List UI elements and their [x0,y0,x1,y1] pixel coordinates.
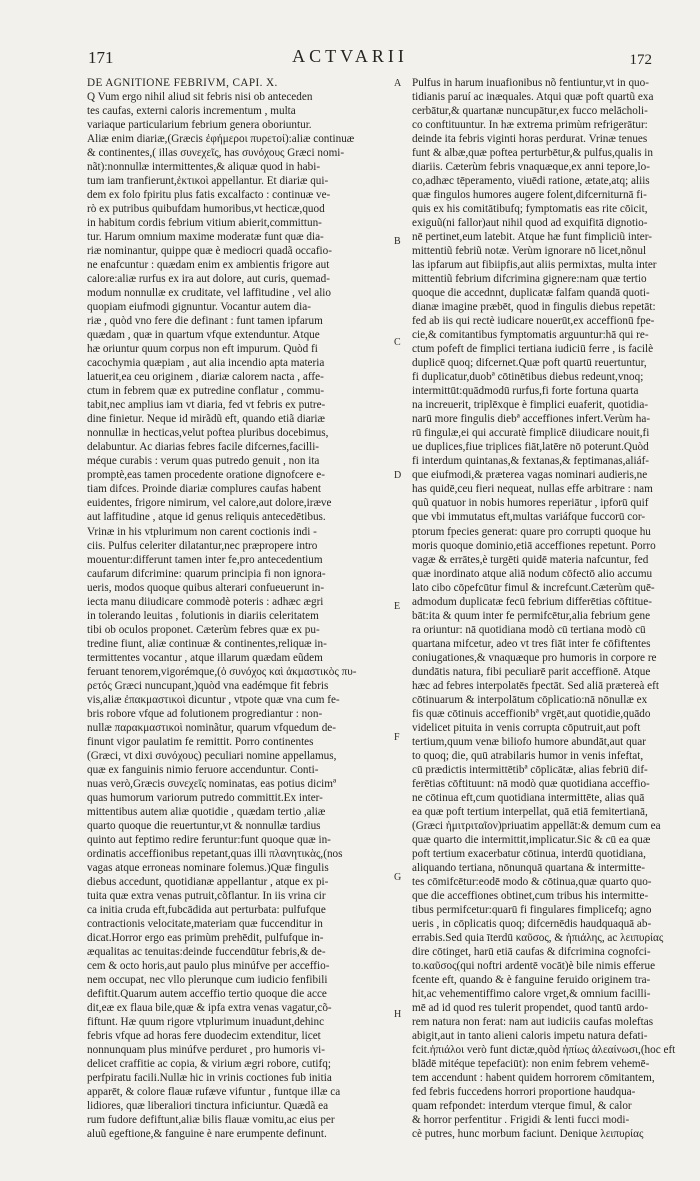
left-column-line: variaque particularium febrium genera oboriuntur. [87,119,312,132]
right-column-line: poft tertium exacerbatur cōtinua, interdū quotidiana, [412,847,646,860]
left-column-line: ordinatis acceffionibus repetant,quas illi πλανητικὰς,(nos [87,847,343,860]
right-column-line: tertium,quum venæ biliofo humore abundāt,aut quar [412,735,646,748]
left-column-line: tibi ob oculos proponet. Cæterùm febres quæ ex pu- [87,623,320,636]
right-column-line: quæ inordinato atque aliā nodum cōfectō alio accumu [412,567,653,580]
left-column-line: contractionis velocitate,materiam quæ fuccenditur in [87,917,323,930]
right-column-line: fi interdum quintanas,& fextanas,& feptimanas,aliáf- [412,455,650,468]
right-column-line: blādē mitéque tepefaciūt): non enim febrem vehemē- [412,1058,650,1071]
folio-left: 171 [88,48,114,67]
right-column-line: cerbātur,& quartanæ nuncupātur,ex fucco melācholi- [412,105,648,118]
right-column-line: bāt:ita & quum inter fe permifcētur,alia febrium gene [412,609,651,622]
left-column-line: quarto quoque die reuertuntur,vt & nonnullæ tardius [87,819,321,832]
left-column-line: feruant tenorem,vigorémque,(ὁ συνόχος καὶ ἀκμαστικὸς πυ- [87,665,357,678]
right-column-line: ue duplices,fiue triplices fiāt,latēre nō poterunt.Quòd [412,441,649,454]
left-column-line: latuerit,ea ceu originem , diariæ calorem nacta , affe- [87,371,324,384]
right-column-line: hæc ad febres interpolatēs fpectāt. Sed aliā prætereà eft [412,679,659,692]
right-column-line: admodum duplicatæ fecū febrium differētias cōftitue- [412,595,652,608]
left-column-line: finunt vigor paulatim fe remittit. Porro continentes [87,735,314,748]
right-column-line: lato cibo cōpefcūtur fimul & increfcunt.Cæterùm quē- [412,581,655,594]
right-column-line: tem accendunt : habent quidem horrorem cōmitantem, [412,1072,655,1085]
right-column-line: dianæ imagine præbēt, quod in fingulis diebus repetāt: [412,301,656,314]
right-column-line: deinde ita febris viginti horas perdurat. Vrinæ tenues [412,133,648,146]
right-column-line: quoque die accednnt, duplicatæ falfam quandā quoti- [412,287,650,300]
right-column-line: aliquando tertiana, nōnunquā quartana & intermitte- [412,861,645,874]
margin-letter-h: H [394,1009,402,1020]
right-column-line: videlicet pituita in venis corrupta cōputruit,aut poft [412,721,641,734]
right-column-line: quartana mifcetur, adeo vt tres fiāt inter fe cōfiftentes [412,637,651,650]
right-text-column [412,76,676,1141]
left-column-line: promptè,eas tamen procedente oratione dignofcere e- [87,469,325,482]
right-column-line: ptorum fpecies generat: quare pro corrupti quoque hu [412,525,651,538]
right-column-line: vagæ & errātes,è turgēti quidē materia nafcuntur, fed [412,553,649,566]
left-column-line: nuas verò,Græcis συνεχεῖς nominatas, eas potius dicimª [87,777,337,790]
right-column-line: cè putres, hunc morbum faciunt. Denique λειπυρίας [412,1128,644,1141]
left-column-line: ca initia cruda eft,fubcādida aut perturbata: pulfufque [87,903,326,916]
left-column-line: & continentes,( illas συνεχεῖς, has συνόχους Græci nomi- [87,147,345,160]
left-column-line: perfpiratu facili.Nullæ hic in vrinis coctiones fub initia [87,1072,332,1085]
right-column-line: mittentiũ febrium difcrimina gignere:nam quæ tertio [412,273,647,286]
page-header [0,42,700,72]
right-column-line: to quoq; die, quū atrabilaris humor in venis infeftat, [412,749,644,762]
right-column-line: fcit.ἠπιάλοι verò funt dictæ,quòd ἠπίως ἀλεαίνωσι,(hoc eft [412,1044,676,1057]
right-column-line: ferētias cōftituunt: nā modò quæ quotidiana acceffio- [412,777,650,790]
left-column-line: diebus accedunt, quotidianæ appellantur , atque ex pi- [87,875,329,888]
left-column-line: ρετός Græci nuncupant,)quòd vna eadémque fit febris [87,679,329,692]
margin-letter-c: C [394,337,401,348]
right-column-line: co,adhæc tēperamento, viuēdi ratione, ætate,atq; aliis [412,175,650,188]
right-column-line: narū more fingulis diebª acceffiones infert.Verùm ha- [412,413,651,426]
right-column-line: quũ quatuor in nobis humores reperiātur , ipforū quif [412,497,649,510]
left-column-line: rum fudore defiftunt,aliæ bilis flauæ vomitu,ac eius per [87,1114,335,1127]
right-column-line: duplicē quoq; difcernet.Quæ poft quartū reuertuntur, [412,357,647,370]
right-column-line: dundātis natura, fibi peculiarē parit acceffionē. Atque [412,665,651,678]
left-column-line: tum iam tranfierunt,ἑκτικοὶ appellantur. Et diariæ qui- [87,175,329,188]
right-column-line: moris quoque dominio,etiā acceffiones repetunt. Porro [412,539,656,552]
left-column-line: riæ , quòd vno fere die definant : funt tamen ipfarum [87,315,323,328]
left-column-line: nem occupat, nec vllo plerunque cum iudicio fenfibili [87,974,328,986]
left-column-line: cacochymia quæpiam , aut alia incendio apta materia [87,357,325,370]
right-column-line: quam refpondet: interdum vterque fimul, & calor [412,1100,632,1113]
right-column-line: intermittūt:quādmodū rurfus,fi forte fortuna quarta [412,385,639,398]
right-column-line: Pulfus in harum inuafionibus nõ fentiuntur,vt in quo- [412,77,649,89]
left-column-line: DE AGNITIONE FEBRIVM, CAPI. X. [87,77,278,89]
left-column-line: ne enafcuntur : quædam enim ex ambientis frigore aut [87,259,330,272]
left-column-line: hæ oriuntur quum corpus non eft impurum. Quòd fi [87,343,318,356]
right-column-line: cie,& comitantibus fymptomatis arguuntur:hā qui re- [412,329,649,342]
right-column-line: que vbi immutatus eft,multas variáfque fuccorū cor- [412,511,646,524]
right-column-line: abigit,aut in tanto alieni caloris impetu natura defati- [412,1030,648,1043]
right-column-line: ueris , in cōplicatis quoq; difcernēdis haudquaquā ab- [412,917,652,930]
right-column-line: errabis.Sed quia īterdū καῦσος, & ἠπιάλης, ac λειπυρίας [412,931,664,944]
left-column-line: rò ex putribus quibufdam humoribus,vt hecticæ,quod [87,203,325,216]
folio-right: 172 [629,52,652,68]
left-column-line: vagas atque erroneas nominare folemus.)Quæ fingulis [87,861,329,874]
right-column-line: fcente eft, quando & è fanguine feruido originem tra- [412,974,651,986]
right-column-line: exiguũ(ni fallor)aut nihil quod ad exquifitā dignotio- [412,217,648,230]
right-column-line: rem natura non ferat: nam aut iudiciis caufas moleftas [412,1016,654,1029]
left-column-line: vis,aliæ ἐπακμαστικοὶ dicuntur , vtpote quæ vna cum fe- [87,693,340,706]
left-column-line: dine finietur. Neque id mirãdũ eft, quando etiã diariæ [87,413,325,426]
left-column-line: febris vfque ad horas fere duodecim extenditur, licet [87,1030,321,1043]
running-head: ACTVARII [292,46,408,66]
right-column-line: hit,ac vehementiffimo calore vrget,& omnium facilli- [412,988,651,1001]
right-column-line: fed ab iis qui rectè iudicare nouerūt,ex acceffionū fpe- [412,315,655,328]
left-column-line: iecta manu diiudicare commodè poteris : adhæc ægri [87,595,324,608]
left-column-line: (Græci, vt dixi συνόχους) peculiari nomine appellamus, [87,749,337,762]
right-column-line: tibus permifcetur:quarū fi fingulares fimplicefq; agno [412,903,652,916]
left-column-line: ueris, modos quoque quibus alterari confueuerunt in- [87,581,325,594]
right-column-line: que eiufmodi,& præterea vagas nominari audieris,ne [412,469,648,482]
margin-letter-g: G [394,872,402,883]
right-column-line: las ipfarum aut fibiipfis,aut aliis permixtas, multa inter [412,259,657,272]
margin-letter-d: D [394,470,402,481]
left-column-line: bris robore vfque ad folutionem progrediantur : non- [87,707,323,720]
margin-letter-a: A [394,78,402,89]
left-column-line: mouentur:differunt tamen inter fe,pro antecedentium [87,553,323,566]
margin-letter-b: B [394,236,401,247]
left-column-line: riæ nominantur, quippe quæ è mediocri quadã occafio- [87,245,332,258]
right-column-line: quæ quarto die intermittit,implicatur.Sic & cū ea quæ [412,833,651,846]
left-column-line: nãt):nonnullæ intermittentes,& aliquæ quod in habi- [87,161,321,174]
right-column-line: fed febris fuccedens horrori proportione haudqua- [412,1086,636,1099]
left-column-line: dicat.Horror ergo eas primùm prehēdit, pulfufque in- [87,931,324,944]
left-column-line: dit,eæ ex flaua bile,quæ & ipfa extra venas vagatur,cõ- [87,1002,332,1015]
left-column-line: dem ex folo fpiritu plus fatis excalfacto : continuæ ve- [87,189,331,202]
left-column-line: tredine fiunt, aliæ continuæ & continentes,reliquæ in- [87,637,327,650]
left-column-line: aluũ egeftione,& fanguine è nare erumpente definunt. [87,1128,327,1141]
left-column-line: aut laffitudine , atque id genus reliquis antecedētibus. [87,511,326,524]
right-column-line: tes cōmifcētur:eodē modo & cōtinua,quæ quarto quo- [412,875,652,888]
left-column-line: Q Vum ergo nihil aliud sit febris nisi ob anteceden [87,91,313,104]
right-column-line: fi duplicatur,duobª cōtinētibus diebus redeunt,vnoq; [412,371,644,384]
margin-letter-f: F [394,732,400,743]
left-column-line: delabuntur. Ac diarias febres facile difcernes,facilli- [87,441,320,454]
left-column-line: quæ ex fanguinis nimio feruore accenduntur. Conti- [87,763,319,776]
left-column-line: ctum in febrem quæ ex putredine conflatur , commu- [87,385,325,398]
left-column-line: nonnullæ in hecticas,velut poftea pluribus docebimus, [87,427,329,440]
left-column-line: defiftit.Quarum autem acceffio tertio quoque die acce [87,988,327,1001]
left-column-line: euidentes, frigore nimirum, vel calore,aut dolore,iræve [87,497,332,510]
right-column-line: nē pertinet,eum latebit. Atque hæ funt fimpliciũ inter- [412,231,652,244]
left-column-line: lidiores, quæ liberaliori tinctura inficiuntur. Quædã ea [87,1100,329,1113]
left-column-line: caufarum difcrimine: quarum principia fi non ignora- [87,567,326,580]
left-column-line: delicet craffitie ac copia, & virium ægri robore, cutifq; [87,1058,331,1071]
left-column-line: in tolerando leuitas , folutionis in diariis celeritatem [87,609,319,622]
right-column-line: ne cōtinua eft,cum quotidiana intermittēte, alias quā [412,791,645,804]
right-column-line: has quidē,ceu fieri nequeat, nullas effe arbitrare : nam [412,483,653,496]
right-column-line: tidianis paruí ac inæquales. Atqui quæ poft quartũ exa [412,91,654,104]
right-column-line: quis ex his comitātibufq; fymptomatis eas rite cōicit, [412,203,648,216]
left-column-line: nonnunquam plus minúfve perduret , pro humoris vi- [87,1044,326,1057]
left-text-column [87,76,387,1141]
right-column-line: mittentiũ febriũ notæ. Verùm ignorare nō licet,nõnul [412,245,647,258]
left-column-line: quas humorum variorum putredo committit.Ex inter- [87,791,323,804]
right-column-line: mē ad id quod res tulerit propendet, quod tantū ardo- [412,1002,649,1015]
left-column-line: termittentes vocantur , atque illarum quædam eũdem [87,651,323,664]
right-column-line: que die acceffiones obtinet,cum tribus his intermitte- [412,889,649,902]
left-column-line: mittentibus autem aliæ quotidie , quædam tertio ,aliæ [87,805,326,818]
right-column-line: coniugationes,& vnaquæque pro humoris in corpore re [412,651,657,664]
right-column-line: dire cōtinget, harū etiā caufas & difcrimina cognofci- [412,945,651,958]
margin-letter-e: E [394,601,401,612]
right-column-line: to.καῦσος(qui noftri ardentē vocāt)è bile nimis efferue [412,959,656,972]
left-column-line: Vrinæ in his vtplurimum non carent coctionis indi - [87,525,317,538]
left-column-line: ciis. Pulfus celeriter dilatantur,nec præpropere intro [87,539,318,552]
right-column-line: ctum pofeft de fimplici tertiana iudiciū ferre , is facilè [412,343,654,356]
left-column-line: tiam difces. Proinde diariæ complures caufas habent [87,483,321,496]
left-column-line: calore:aliæ rurfus ex ira aut dolore, aut curis, quemad- [87,273,330,286]
left-column-line: cem & octo horis,aut paulo plus minúfve per acceffio- [87,959,330,972]
left-column-line: méque curabis : verum quas putredo genuit , non ita [87,455,320,468]
right-column-line: co conftituuntur. In hæ extrema primùm refrigerātur: [412,119,648,132]
right-column-line: rū fingulæ,ei qui accuratè fimplicē diiudicare nouit,fi [412,427,650,440]
right-column-line: & horror perfentitur . Frigidi & lenti fucci modi- [412,1114,630,1127]
right-column-line: ra oriuntur: nā quotidiana modò cū tertiana modò cū [412,623,646,636]
right-column-line: na increuerit, triplēxque è fimplici euaferit, quotidia- [412,399,649,412]
left-column-line: Aliæ enim diariæ,(Græcis ἐφήμεροι πυρετοί):aliæ continuæ [87,133,355,146]
left-column-line: fiftunt. Hæ quum rigore vtplurimum inuadunt,dehinc [87,1016,325,1029]
right-column-line: ea quæ poft tertium interpellat, quā etiā femitertianā, [412,805,648,818]
right-column-line: fis quæ cōtinuis acceffionibª vrgēt,aut quotidie,quādo [412,707,651,720]
left-column-line: tabit,nec amplius iam vt diaria, fed vt febris ex putre- [87,399,326,412]
right-column-line: cū prædictis intermittētibª cōplicātæ, alias febriū dif- [412,763,648,776]
left-column-line: quinto aut feptimo redire feruntur:funt quoque quæ in- [87,833,331,846]
right-column-line: cōtinuarum & interpolātum cōplicatio:nā nōnullæ ex [412,693,648,706]
right-column-line: diariis. Cæterùm febris vnaquæque,ex anni tepore,lo- [412,161,650,174]
left-column-line: quædam , quæ in quartum vfque extenduntur. Atque [87,329,320,342]
left-column-line: modum nonnullæ ex cruditate, vel laffitudine , vel alio [87,287,331,300]
right-column-line: funt & albæ,quæ poftea perturbētur,& pulfus,qualis in [412,147,653,160]
left-column-line: quopiam eiufmodi gignuntur. Vocantur autem dia- [87,301,311,314]
left-column-line: tes caufas, externi caloris incrementum , multa [87,105,296,118]
right-column-line: quæ fingulos humores augere folent,difcerniturnā fi- [412,189,647,202]
right-column-line: (Græci ἡμιτριταῖον)priuatim appellāt:& demum cum ea [412,819,661,832]
left-column-line: in habitum cordis febrium vitium abierit,committun- [87,217,322,230]
left-column-line: tuita quæ extra venas putruit,cõflantur. In iis vrina cir [87,889,326,902]
left-column-line: æqualitas ac tenuitas:deinde fuccendūtur febris,& de- [87,945,326,958]
left-column-line: nullæ παρακμαστικοὶ nominãtur, quarum vfquedum de- [87,721,336,734]
left-column-line: tur. Harum omnium maxime moderatæ funt quæ dia- [87,231,324,244]
left-column-line: apparēt, & colore flauæ rufæve vifuntur , funtque illæ ca [87,1086,341,1099]
